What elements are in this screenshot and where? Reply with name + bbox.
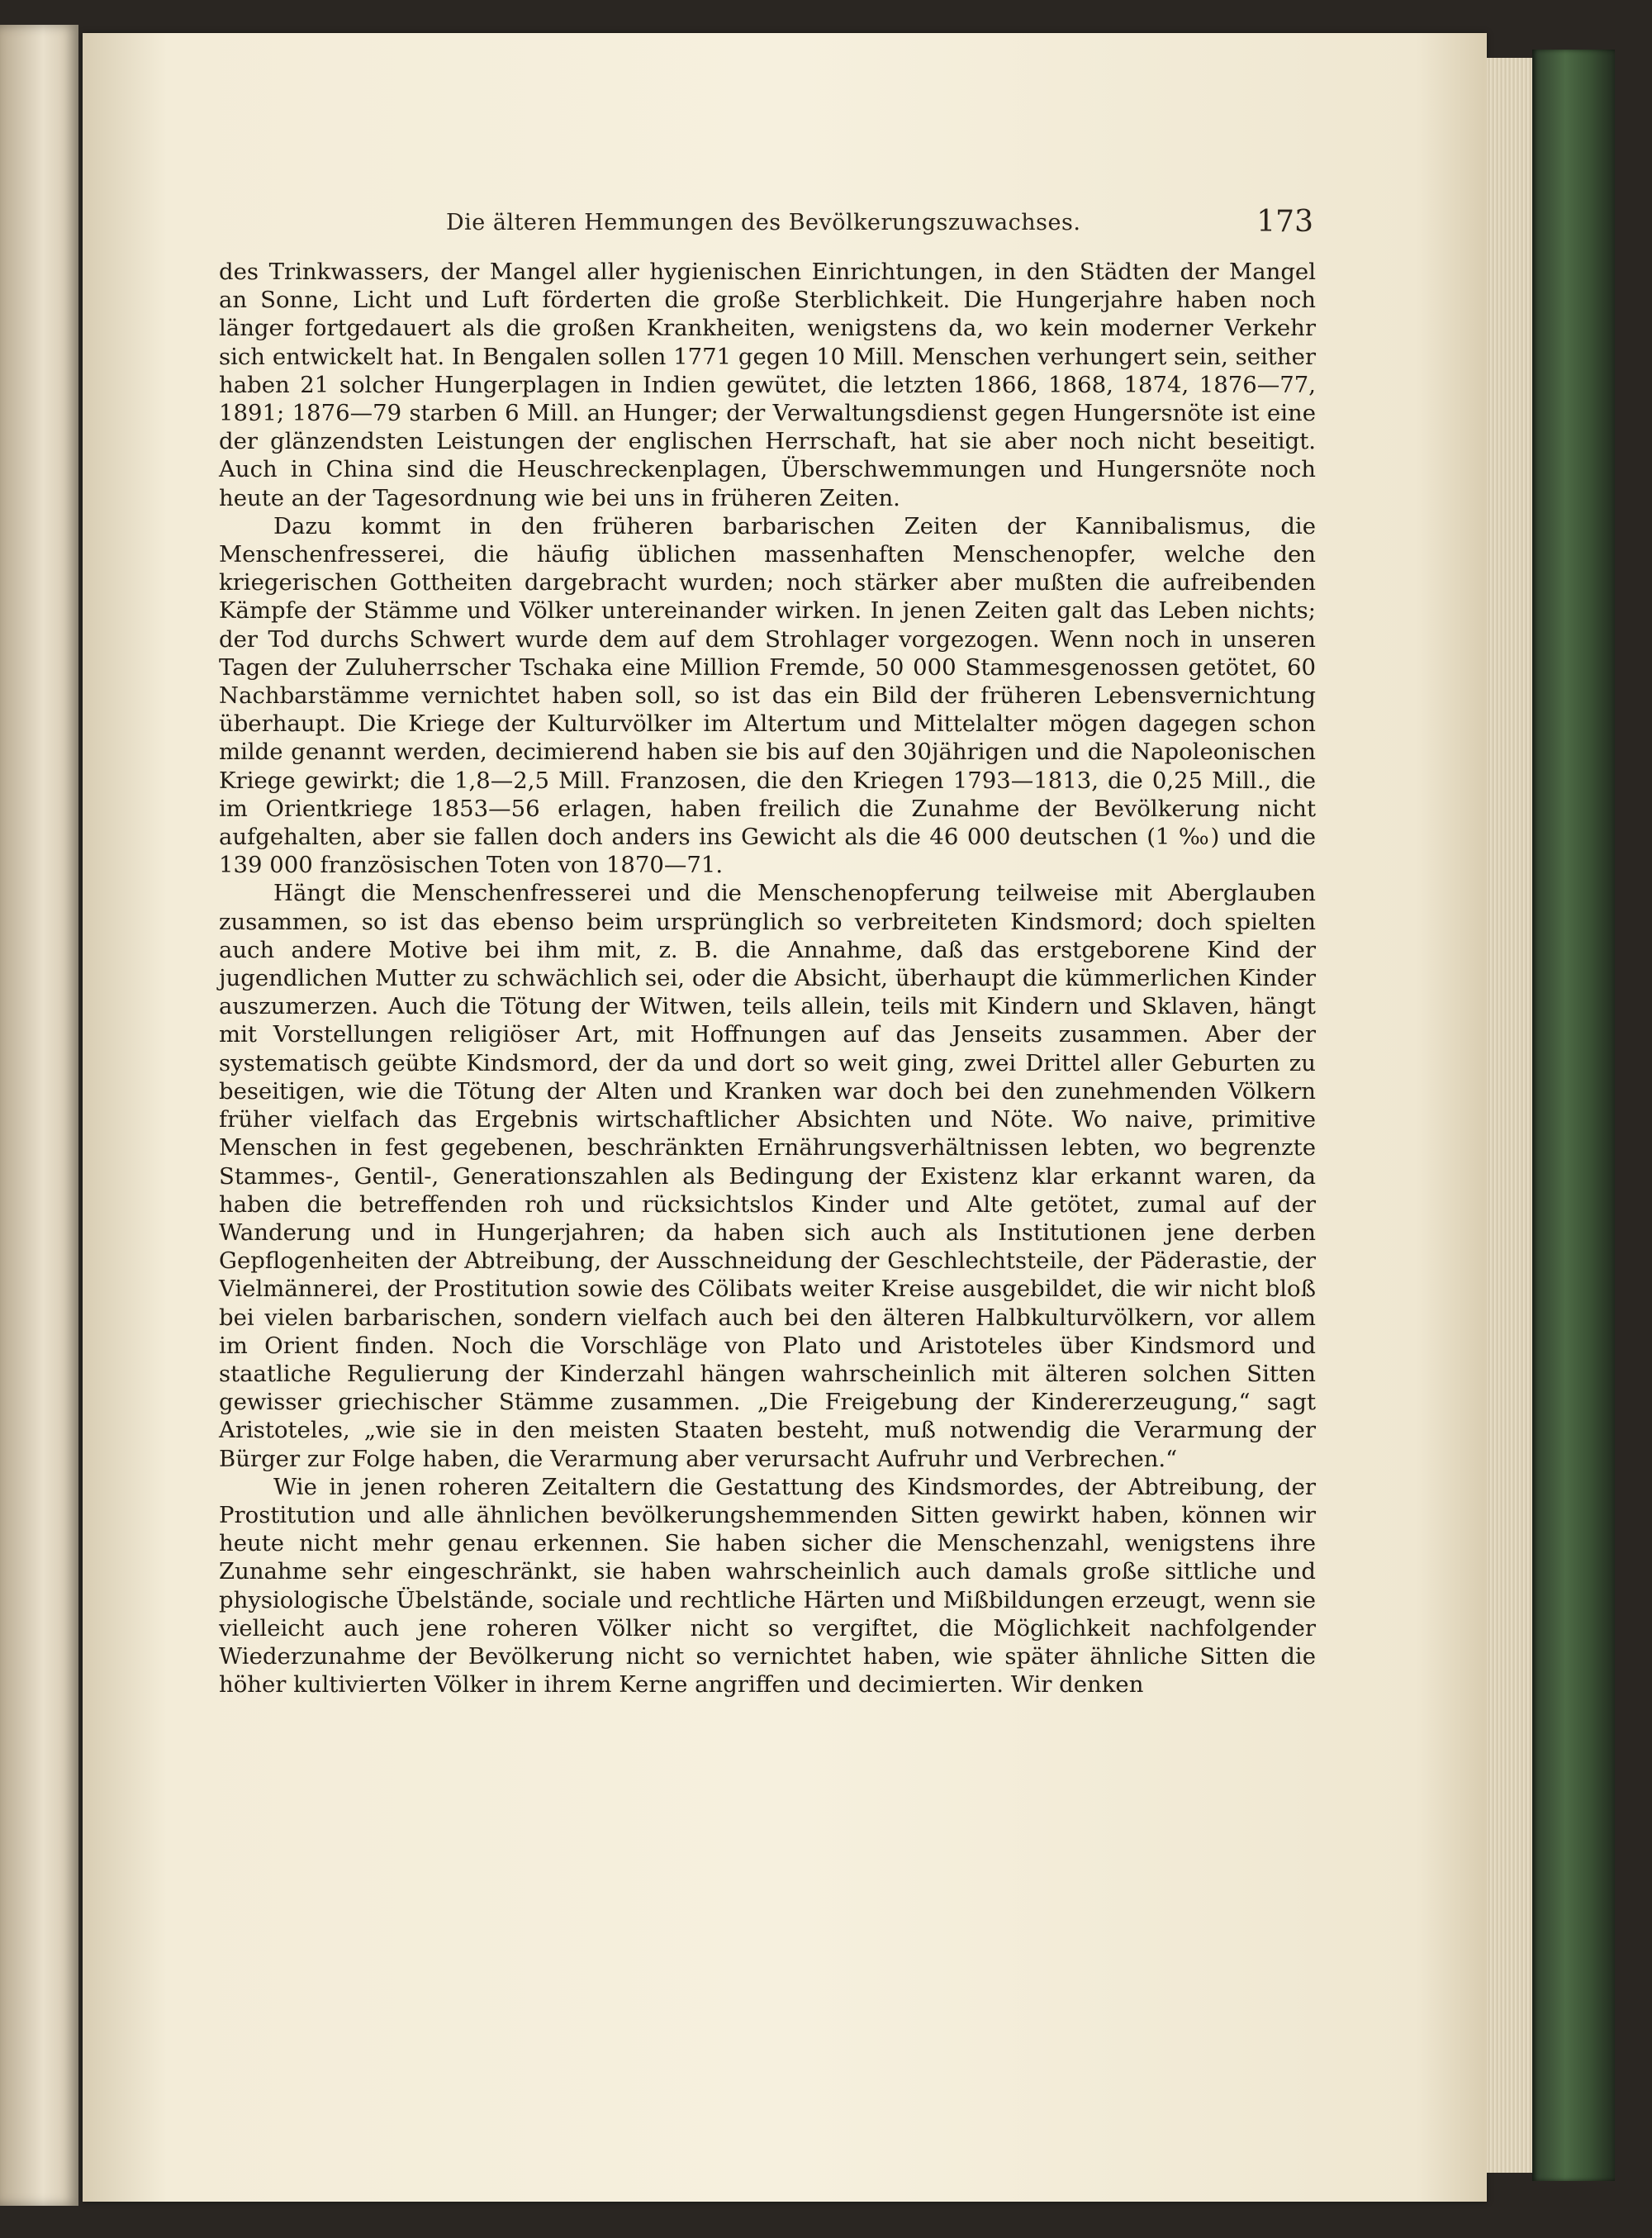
page-number: 173 [1256, 205, 1313, 239]
paragraph: Hängt die Menschenfresserei und die Menschenopferung teilweise mit Aberglauben zusammen, so ist das ebenso beim ursprünglich so verbreiteten Kindsmord; doch spielten auch andere Motive bei ihm mit, z. B. die Annahme, daß das erstgeborene Kind der jugendlichen Mutter zu schwächlich sei, oder die Absicht, überhaupt die kümmerlichen Kinder auszumerzen. Auch die Tötung der Witwen, teils allein, teils mit Kindern und Sklaven, hängt mit Vorstellungen religiöser Art, mit Hoffnungen auf das Jenseits zusammen. Aber der systematisch geübte Kindsmord, der da und dort so weit ging, zwei Drittel aller Geburten zu beseitigen, wie die Tötung der Alten und Kranken war doch bei den zunehmenden Völkern früher vielfach das Ergebnis wirtschaftlicher Absichten und Nöte. Wo naive, primitive Menschen in fest gegebenen, beschränkten Ernährungsverhältnissen lebten, wo begrenzte Stammes-, Gentil-, Generationszahlen als Bedingung der Existenz klar erkannt waren, da haben die betreffenden roh und rücksichtslos Kinder und Alte getötet, zumal auf der Wanderung und in Hungerjahren; da haben sich auch als Institutionen jene derben Gepflogenheiten der Abtreibung, der Ausschneidung der Geschlechtsteile, der Päderastie, der Vielmännerei, der Prostitution sowie des Cölibats weiter Kreise ausgebildet, die wir nicht bloß bei vielen barbarischen, sondern vielfach auch bei den älteren Halbkulturvölkern, vor allem im Orient finden. Noch die Vorschläge von Plato und Aristoteles über Kindsmord und staatliche Regulierung der Kinderzahl hängen wahrscheinlich mit älteren solchen Sitten gewisser griechischer Stämme zusammen. „Die Freigebung der Kindererzeugung,“ sagt Aristoteles, „wie sie in den meisten Staaten besteht, muß notwendig die Verarmung der Bürger zur Folge haben, die Verarmung aber verursacht Aufruhr und Verbrechen.“ [219, 880, 1316, 1472]
body-text [219, 258, 1316, 1699]
left-page-edge [0, 25, 78, 2206]
page-edges [1487, 58, 1532, 2173]
running-header [446, 205, 1313, 246]
paragraph: Dazu kommt in den früheren barbarischen Zeiten der Kannibalismus, die Menschenfresserei, die häufig üblichen massenhaften Menschenopfer, welche den kriegerischen Gottheiten dargebracht wurden; noch stärker aber mußten die aufreibenden Kämpfe der Stämme und Völker untereinander wirken. In jenen Zeiten galt das Leben nichts; der Tod durchs Schwert wurde dem auf dem Strohlager vorgezogen. Wenn noch in unseren Tagen der Zuluherrscher Tschaka eine Million Fremde, 50 000 Stammesgenossen getötet, 60 Nachbarstämme vernichtet haben soll, so ist das ein Bild der früheren Lebensvernichtung überhaupt. Die Kriege der Kulturvölker im Altertum und Mittelalter mögen dagegen schon milde genannt werden, decimierend haben sie bis auf den 30jährigen und die Napoleonischen Kriege gewirkt; die 1,8—2,5 Mill. Franzosen, die den Kriegen 1793—1813, die 0,25 Mill., die im Orientkriege 1853—56 erlagen, haben freilich die Zunahme der Bevölkerung nicht aufgehalten, aber sie fallen doch anders ins Gewicht als die 46 000 deutschen (1 ‰) und die 139 000 französischen Toten von 1870—71. [219, 512, 1316, 879]
paragraph: Wie in jenen roheren Zeitaltern die Gestattung des Kindsmordes, der Abtreibung, der Prostitution und alle ähnlichen bevölkerungshemmenden Sitten gewirkt haben, können wir heute nicht mehr genau erkennen. Sie haben sicher die Menschenzahl, wenigstens ihre Zunahme sehr eingeschränkt, sie haben wahrscheinlich auch damals große sittliche und physiologische Übelstände, sociale und rechtliche Härten und Mißbildungen erzeugt, wenn sie vielleicht auch jene roheren Völker nicht so vergiftet, die Möglichkeit nachfolgender Wiederzunahme der Bevölkerung nicht so vernichtet haben, wie später ähnliche Sitten die höher kultivierten Völker in ihrem Kerne angriffen und decimierten. Wir denken [219, 1473, 1316, 1699]
header-title: Die älteren Hemmungen des Bevölkerungszuwachses. [446, 210, 1081, 235]
book-spine [1532, 50, 1615, 2181]
paragraph: des Trinkwassers, der Mangel aller hygienischen Einrichtungen, in den Städten der Mangel an Sonne, Licht und Luft förderten die große Sterblichkeit. Die Hungerjahre haben noch länger fortgedauert als die großen Krankheiten, wenigstens da, wo kein moderner Verkehr sich entwickelt hat. In Bengalen sollen 1771 gegen 10 Mill. Menschen verhungert sein, seither haben 21 solcher Hungerplagen in Indien gewütet, die letzten 1866, 1868, 1874, 1876—77, 1891; 1876—79 starben 6 Mill. an Hunger; der Verwaltungsdienst gegen Hungersnöte ist eine der glänzendsten Leistungen der englischen Herrschaft, hat sie aber noch nicht beseitigt. Auch in China sind die Heuschreckenplagen, Überschwemmungen und Hungersnöte noch heute an der Tagesordnung wie bei uns in früheren Zeiten. [219, 259, 1316, 511]
